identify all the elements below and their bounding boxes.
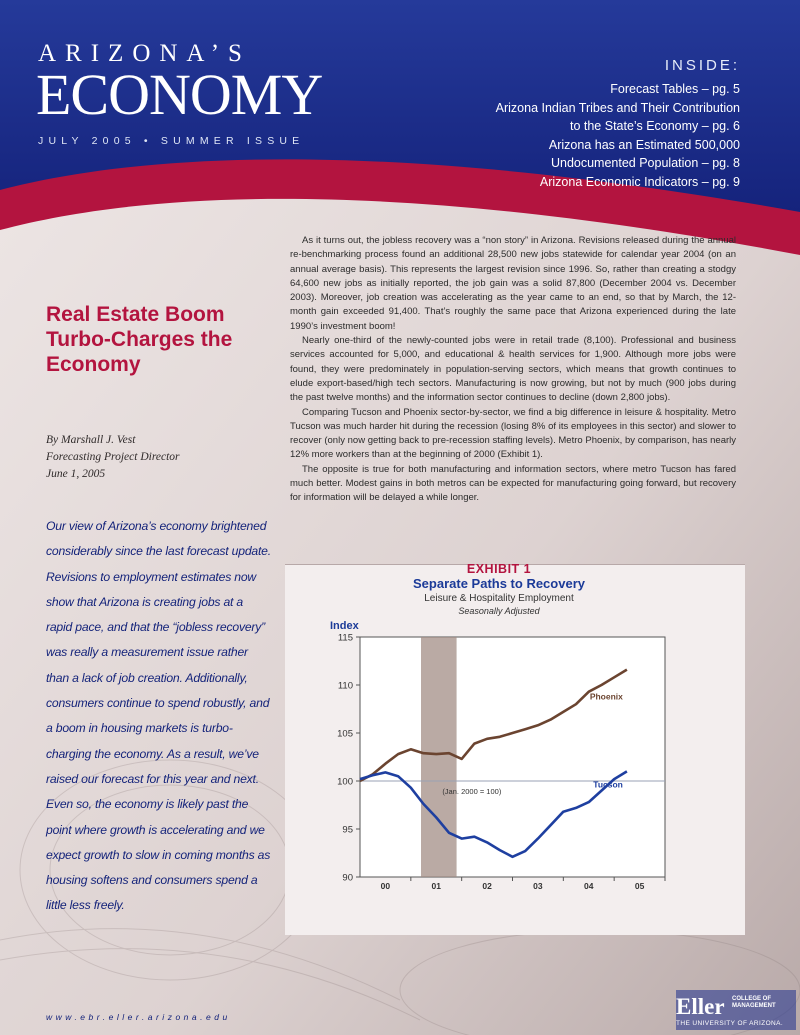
y-tick-label: 100 bbox=[337, 776, 353, 788]
exhibit-subtitle-italic: Seasonally Adjusted bbox=[458, 606, 540, 616]
footer-url[interactable]: www.ebr.eller.arizona.edu bbox=[46, 1012, 231, 1022]
exhibit-line-chart bbox=[310, 612, 670, 892]
x-tick-label: 01 bbox=[431, 881, 441, 891]
inside-item[interactable]: to the State’s Economy – pg. 6 bbox=[569, 119, 740, 133]
inside-contents-list bbox=[380, 80, 740, 191]
eller-logo-university: THE UNIVERSITY OF ARIZONA. bbox=[676, 1020, 784, 1027]
y-tick-label: 110 bbox=[337, 680, 353, 692]
eller-logo-name: Eller bbox=[676, 994, 725, 1019]
y-tick-label: 90 bbox=[342, 872, 353, 884]
byline-role: Forecasting Project Director bbox=[46, 451, 180, 463]
exhibit-number: EXHIBIT 1 bbox=[466, 562, 532, 576]
article-paragraph: The opposite is true for both manufacturing and information sectors, where metro Tucson has fared much better. Modest gains in both metros can be expected for manufacturing going forward, but recovery for information will be delayed a while longer. bbox=[290, 463, 736, 504]
y-axis-label: Index bbox=[330, 620, 359, 632]
inside-item[interactable]: Forecast Tables – pg. 5 bbox=[610, 82, 740, 96]
inside-heading: INSIDE: bbox=[664, 57, 740, 74]
y-tick-label: 95 bbox=[342, 824, 353, 836]
exhibit-title: Separate Paths to Recovery bbox=[413, 576, 585, 591]
masthead-brand-main: ECONOMY bbox=[36, 62, 323, 127]
eller-logo-sub1: COLLEGE OF bbox=[732, 996, 771, 1002]
headline-line: Real Estate Boom bbox=[46, 303, 225, 326]
byline-author: By Marshall J. Vest bbox=[46, 434, 136, 446]
x-tick-label: 02 bbox=[482, 881, 492, 891]
inside-item[interactable]: Arizona has an Estimated 500,000 bbox=[548, 137, 740, 152]
article-body bbox=[290, 234, 736, 506]
article-paragraph: As it turns out, the jobless recovery was a “non story” in Arizona. Revisions released during the annual re-benchmarking process found an additional 28,500 new jobs statewide for calendar year 2004 (on an annual average basis). This represents the largest revision since 1996. So, rather than creating a stodgy 64,600 new jobs as initially reported, the job gain was a solid 87,800 (December 2004 vs. December 2003). Moreover, job creation was accelerating as the year came to an end, so that by March, the 12-month gain exceeded 91,400. That’s roughly the same pace that Arizona experienced during the late 1990’s investment boom! bbox=[290, 235, 736, 332]
byline-date: June 1, 2005 bbox=[46, 468, 106, 480]
article-headline bbox=[46, 302, 256, 377]
series-label-tucson: Tucson bbox=[593, 779, 623, 790]
masthead-brand-top: ARIZONA’S bbox=[38, 40, 251, 67]
x-tick-label: 05 bbox=[634, 881, 645, 891]
series-label-phoenix: Phoenix bbox=[589, 691, 623, 702]
recession-shading bbox=[421, 637, 457, 877]
exhibit-subtitle: Leisure & Hospitality Employment bbox=[424, 593, 574, 604]
summary-text: Our view of Arizona’s economy brightened considerably since the last forecast update. Revisions to employment estimates now show that Arizona is creating jobs at a rapid pace, and that the “jobless recovery” was really a measurement issue rather than a lack of job creation. Additionally, consumers continue to spend robustly, and a boom in housing markets is turbo-charging the economy. As a result, we’ve raised our forecast for this year and next. Even so, the economy is likely past the point where growth is accelerating and we expect growth to slow in coming months as housing softens and consumers spend a little less freely. bbox=[46, 519, 271, 913]
headline-line: Economy bbox=[46, 353, 141, 376]
headline-line: Turbo-Charges the bbox=[46, 328, 233, 351]
x-tick-label: 04 bbox=[584, 881, 594, 891]
inside-item[interactable]: Arizona Economic Indicators – pg. 9 bbox=[539, 174, 740, 189]
y-tick-label: 115 bbox=[337, 632, 353, 644]
inside-item[interactable]: Undocumented Population – pg. 8 bbox=[550, 156, 740, 170]
eller-logo-sub2: MANAGEMENT bbox=[732, 1003, 776, 1009]
baseline-annotation: (Jan. 2000 = 100) bbox=[442, 787, 502, 796]
x-tick-label: 00 bbox=[380, 881, 391, 891]
issue-date: JULY 2005 • SUMMER ISSUE bbox=[38, 135, 305, 147]
x-tick-label: 03 bbox=[533, 881, 543, 891]
article-paragraph: Comparing Tucson and Phoenix sector-by-sector, we find a big difference in leisure & hospitality. Metro Tucson was much harder hit during the recession (losing 8% of its employees in this sector) and slower to recover (only now getting back to pre-recession staffing levels). Metro Phoenix, by comparison, has nearly 12% more workers than at the beginning of 2000 (Exhibit 1). bbox=[290, 406, 736, 461]
eller-logo-subtitle bbox=[732, 996, 776, 1010]
inside-item[interactable]: Arizona Indian Tribes and Their Contribution bbox=[495, 100, 740, 115]
y-tick-label: 105 bbox=[337, 728, 353, 740]
byline bbox=[46, 432, 266, 483]
article-paragraph: Nearly one-third of the newly-counted jobs were in retail trade (8,100). Professional and business services accounted for 5,000, and educational & health services for 1,900. Although more jobs were found, they were predominately in population-serving sectors, which means that growth continues to elude export-based/high tech sectors. Manufacturing is now growing, but not by much (900 jobs during the past twelve months) and the information sector continues to decline (down 2,800 jobs). bbox=[290, 335, 736, 404]
